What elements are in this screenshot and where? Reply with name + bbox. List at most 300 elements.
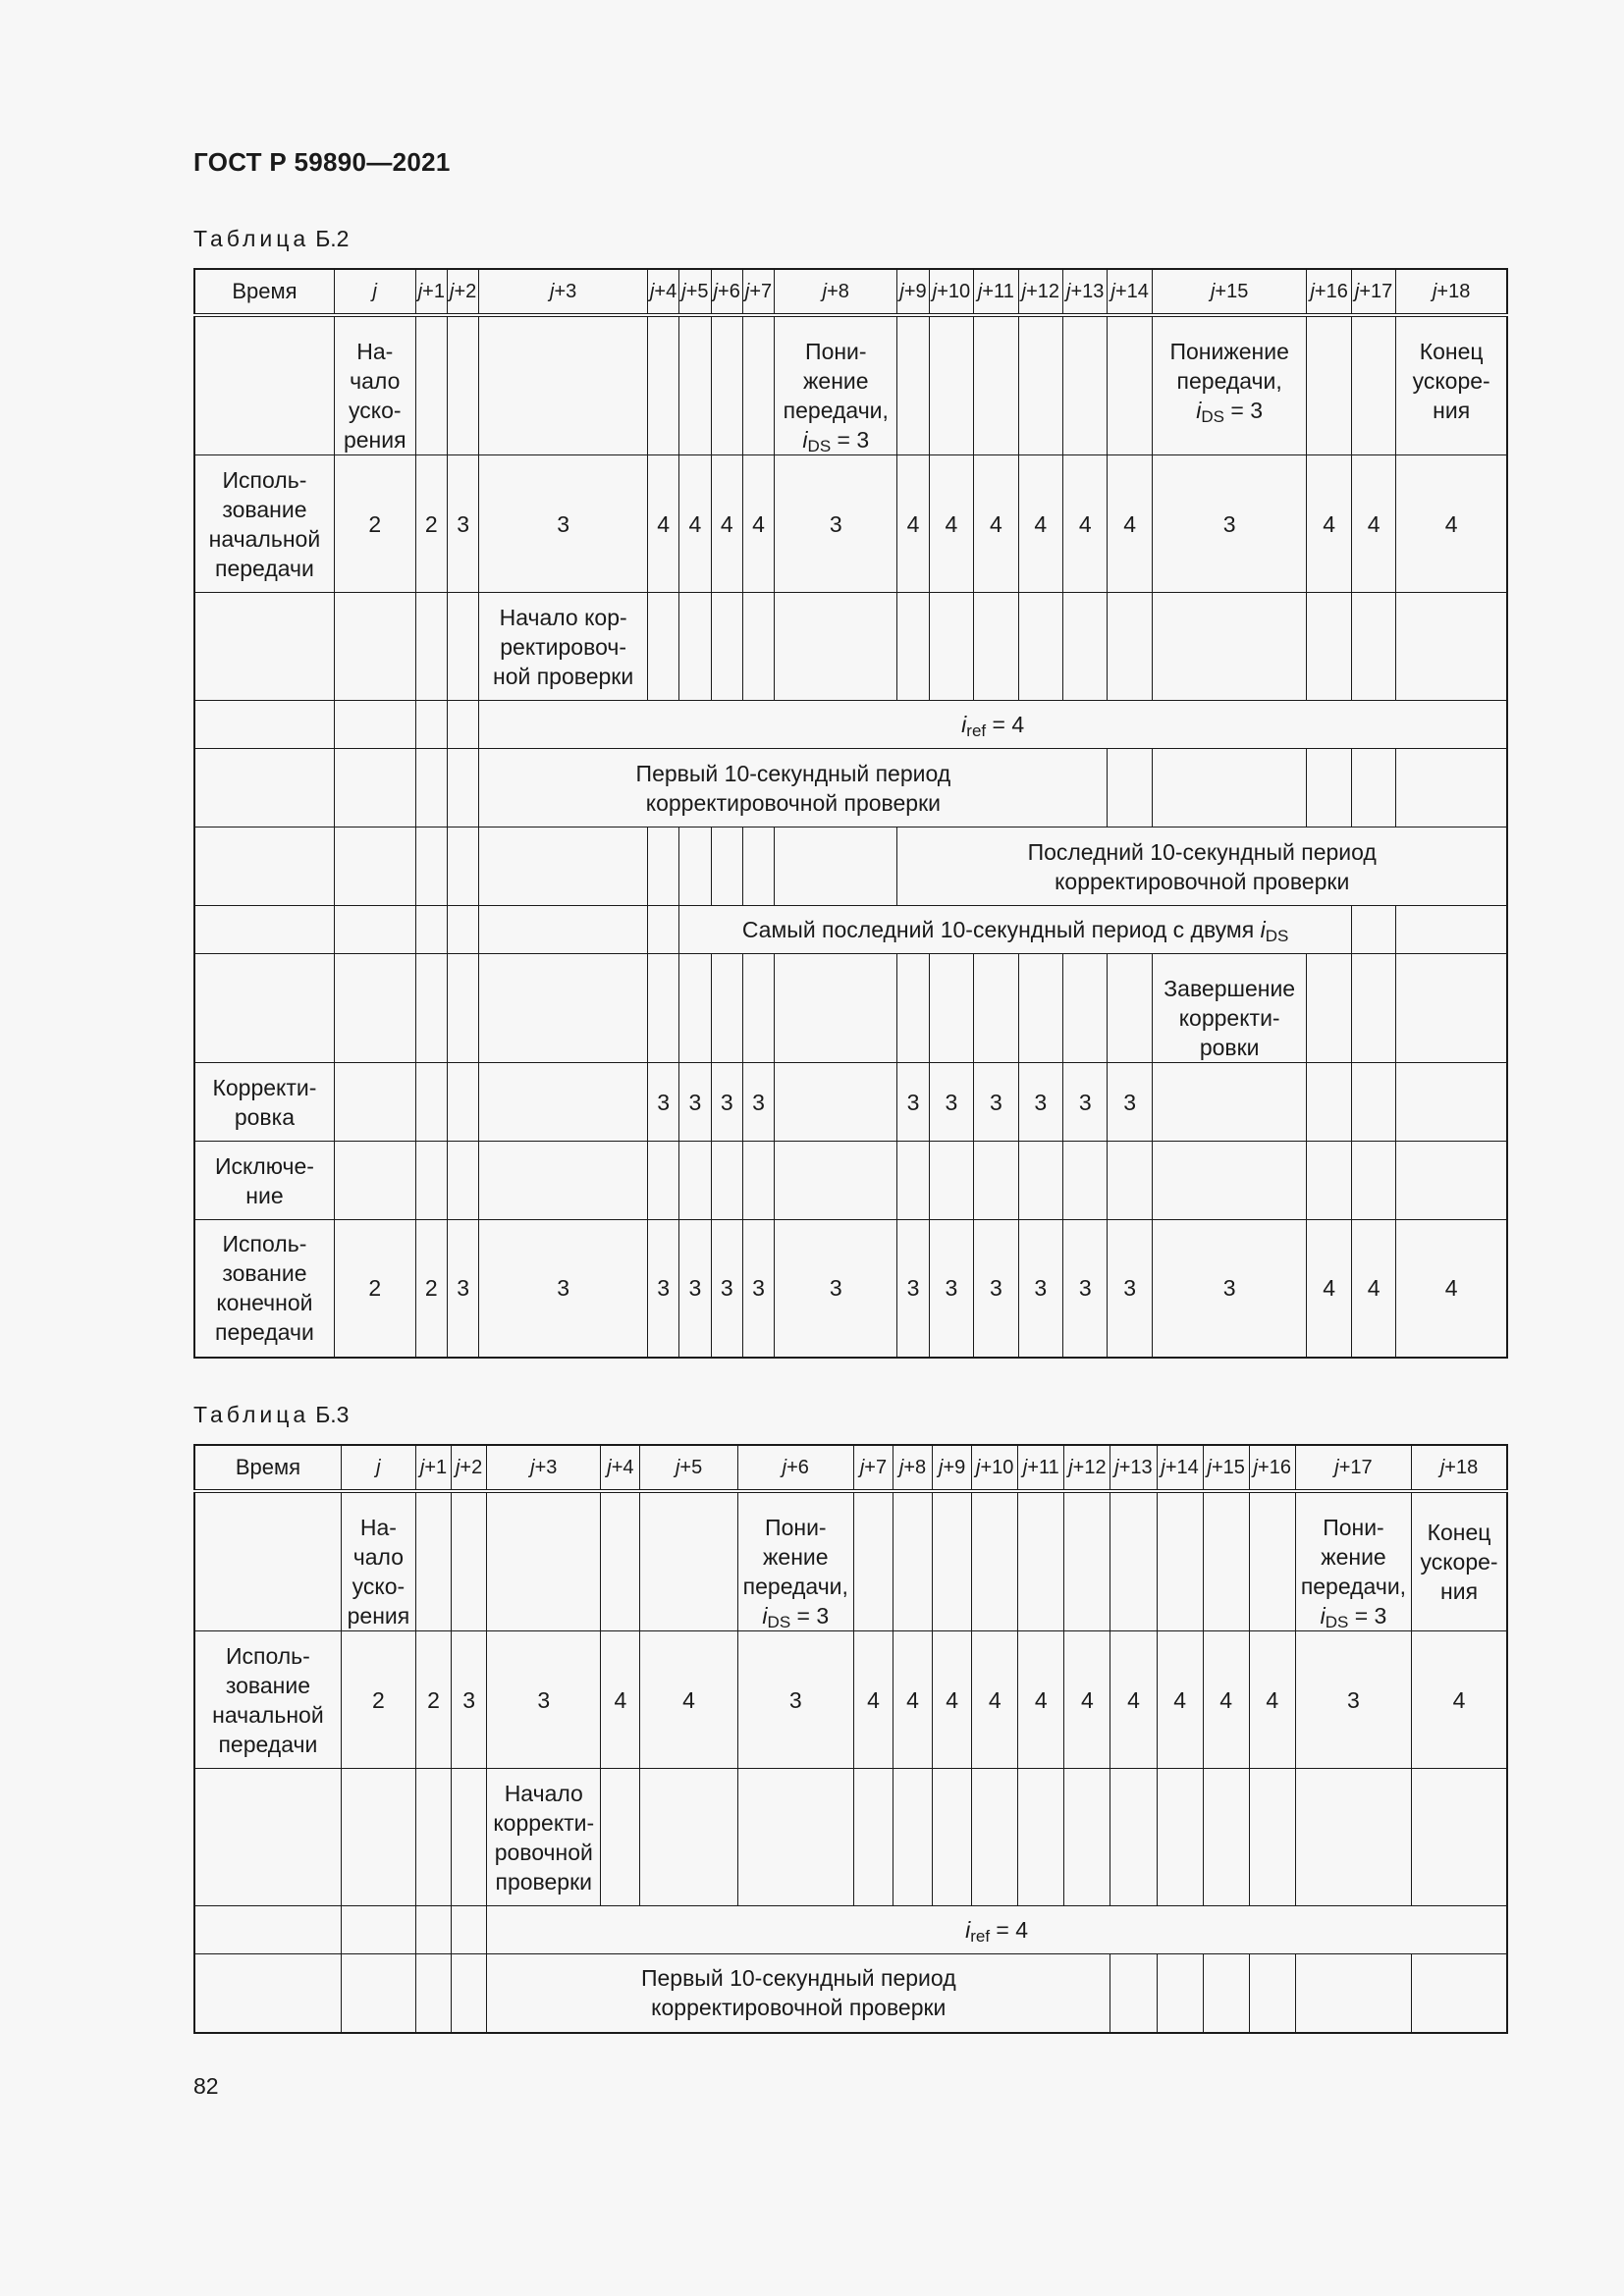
- table-cell: [447, 1142, 478, 1220]
- table-cell: [647, 906, 678, 954]
- table-cell: [479, 906, 648, 954]
- table-cell: [194, 1491, 341, 1631]
- column-header: j+17: [1351, 269, 1395, 315]
- table-cell: Начало кор- ректировоч- ной проверки: [479, 593, 648, 701]
- table-cell: [647, 315, 678, 455]
- table-cell: 2: [341, 1631, 415, 1769]
- table-cell: [742, 828, 774, 906]
- table-cell: 4: [1351, 455, 1395, 593]
- column-header: j: [341, 1445, 415, 1491]
- table-cell: [334, 701, 415, 749]
- table-cell: [972, 1491, 1018, 1631]
- table-cell: [341, 1906, 415, 1954]
- table-cell: [415, 593, 447, 701]
- table-cell: 2: [334, 1220, 415, 1358]
- table-cell: [711, 1142, 742, 1220]
- table-cell: [415, 954, 447, 1063]
- table-cell: 4: [1307, 1220, 1351, 1358]
- table-cell: [194, 315, 334, 455]
- table-row: [194, 1063, 1507, 1142]
- table-cell: 4: [679, 455, 711, 593]
- table-cell: 4: [1018, 1631, 1064, 1769]
- table-cell: Корректи- ровка: [194, 1063, 334, 1142]
- table-cell: [1396, 906, 1507, 954]
- column-header: j+9: [897, 269, 929, 315]
- table-row: [194, 1142, 1507, 1220]
- table-cell: [1152, 1063, 1307, 1142]
- table-cell: 4: [1351, 1220, 1395, 1358]
- table-cell: Исполь- зование начальной передачи: [194, 1631, 341, 1769]
- table-header-row: [194, 269, 1507, 315]
- table-cell: [737, 1769, 853, 1906]
- table-cell: [974, 315, 1018, 455]
- table-cell: [742, 1142, 774, 1220]
- table-cell: 4: [647, 455, 678, 593]
- column-header: j+12: [1018, 269, 1062, 315]
- table-cell: Самый последний 10-секундный период с двумя $i_{DS}$: [679, 906, 1352, 954]
- column-header: j+1: [415, 1445, 451, 1491]
- table-cell: [194, 954, 334, 1063]
- table-cell: [415, 749, 447, 828]
- table-cell: [1152, 749, 1307, 828]
- table-cell: [334, 749, 415, 828]
- table-cell: [447, 906, 478, 954]
- table-cell: 3: [1108, 1063, 1152, 1142]
- table-cell: 3: [452, 1631, 487, 1769]
- table-cell: 3: [447, 1220, 478, 1358]
- table-caption-number: Б.3: [315, 1402, 350, 1427]
- column-header: j+8: [893, 1445, 933, 1491]
- table-cell: 4: [893, 1631, 933, 1769]
- table-b3-caption: [193, 1402, 349, 1428]
- table-cell: [334, 1142, 415, 1220]
- table-cell: [775, 1142, 897, 1220]
- table-cell: [479, 954, 648, 1063]
- table-cell: [647, 954, 678, 1063]
- table-cell: [1203, 1954, 1249, 2033]
- table-cell: [1396, 1063, 1507, 1142]
- table-cell: [194, 1769, 341, 1906]
- table-cell: [853, 1491, 893, 1631]
- table-row: [194, 906, 1507, 954]
- table-cell: 3: [479, 455, 648, 593]
- table-cell: [1063, 954, 1108, 1063]
- table-cell: [1396, 954, 1507, 1063]
- table-cell: [194, 1906, 341, 1954]
- table-cell: 3: [679, 1220, 711, 1358]
- column-header: j+18: [1396, 269, 1507, 315]
- table-cell: [933, 1491, 972, 1631]
- column-header: j+7: [853, 1445, 893, 1491]
- table-row: [194, 954, 1507, 1063]
- table-cell: 3: [742, 1063, 774, 1142]
- table-cell: [1018, 954, 1062, 1063]
- table-cell: $i_{ref} = 4$: [479, 701, 1507, 749]
- table-cell: [415, 701, 447, 749]
- column-header: j+14: [1157, 1445, 1203, 1491]
- table-cell: [1018, 593, 1062, 701]
- table-cell: [487, 1491, 601, 1631]
- table-cell: [447, 701, 478, 749]
- table-cell: [711, 315, 742, 455]
- table-cell: [415, 1954, 451, 2033]
- table-cell: [447, 1063, 478, 1142]
- table-cell: [415, 1063, 447, 1142]
- table-cell: Исполь- зование конечной передачи: [194, 1220, 334, 1358]
- table-cell: 4: [1396, 1220, 1507, 1358]
- table-cell: На- чало уско- рения: [334, 315, 415, 455]
- table-cell: 4: [742, 455, 774, 593]
- table-cell: 4: [1396, 455, 1507, 593]
- table-row: [194, 701, 1507, 749]
- table-cell: [1064, 1769, 1110, 1906]
- column-header: j+17: [1295, 1445, 1411, 1491]
- table-cell: [897, 1142, 929, 1220]
- table-cell: 3: [1108, 1220, 1152, 1358]
- table-cell: 4: [1412, 1631, 1507, 1769]
- table-cell: [897, 954, 929, 1063]
- table-cell: 3: [647, 1063, 678, 1142]
- table-cell: [601, 1769, 640, 1906]
- table-cell: 2: [415, 1631, 451, 1769]
- table-cell: [893, 1491, 933, 1631]
- table-cell: [1307, 954, 1351, 1063]
- table-cell: [1063, 1142, 1108, 1220]
- table-row: [194, 593, 1507, 701]
- table-cell: [1152, 593, 1307, 701]
- column-header: j+1: [415, 269, 447, 315]
- table-cell: [415, 1142, 447, 1220]
- table-cell: Исключе- ние: [194, 1142, 334, 1220]
- table-cell: [1018, 1769, 1064, 1906]
- column-header: Время: [194, 269, 334, 315]
- table-cell: [1351, 315, 1395, 455]
- column-header: j+6: [737, 1445, 853, 1491]
- table-cell: [452, 1769, 487, 1906]
- table-cell: [479, 1142, 648, 1220]
- column-header: j+13: [1110, 1445, 1157, 1491]
- table-cell: [341, 1769, 415, 1906]
- column-header: j+16: [1249, 1445, 1295, 1491]
- table-cell: [647, 593, 678, 701]
- table-cell: Пони- жение передачи, $i_{DS} = 3$: [737, 1491, 853, 1631]
- column-header: j+7: [742, 269, 774, 315]
- table-cell: [452, 1906, 487, 1954]
- document-title: ГОСТ Р 59890—2021: [193, 147, 451, 177]
- table-cell: [447, 315, 478, 455]
- table-cell: 4: [974, 455, 1018, 593]
- table-cell: [1203, 1769, 1249, 1906]
- table-cell: [893, 1769, 933, 1906]
- table-cell: [1307, 1142, 1351, 1220]
- table-cell: 2: [415, 455, 447, 593]
- table-cell: [1108, 954, 1152, 1063]
- table-cell: 3: [447, 455, 478, 593]
- table-cell: [775, 828, 897, 906]
- table-cell: [447, 749, 478, 828]
- table-cell: 3: [679, 1063, 711, 1142]
- column-header: j+5: [640, 1445, 737, 1491]
- table-cell: [679, 828, 711, 906]
- table-cell: [1351, 1142, 1395, 1220]
- table-cell: [640, 1491, 737, 1631]
- table-cell: Исполь- зование начальной передачи: [194, 455, 334, 593]
- table-cell: [415, 1906, 451, 1954]
- table-cell: [1351, 749, 1395, 828]
- table-cell: [334, 593, 415, 701]
- table-cell: 3: [1018, 1063, 1062, 1142]
- table-cell: [1108, 1142, 1152, 1220]
- table-cell: [1064, 1491, 1110, 1631]
- table-cell: Пони- жение передачи, $i_{DS} = 3$: [775, 315, 897, 455]
- table-cell: [601, 1491, 640, 1631]
- column-header: j: [334, 269, 415, 315]
- table-cell: [929, 593, 973, 701]
- table-b3: [193, 1444, 1508, 2034]
- table-row: [194, 749, 1507, 828]
- table-row: [194, 1631, 1507, 1769]
- table-cell: [679, 593, 711, 701]
- table-cell: [897, 593, 929, 701]
- column-header: j+15: [1152, 269, 1307, 315]
- column-header: j+2: [447, 269, 478, 315]
- table-cell: 3: [1152, 1220, 1307, 1358]
- column-header: j+9: [933, 1445, 972, 1491]
- table-cell: [974, 593, 1018, 701]
- table-cell: [415, 906, 447, 954]
- table-cell: [415, 315, 447, 455]
- table-cell: 4: [1063, 455, 1108, 593]
- table-cell: [1203, 1491, 1249, 1631]
- table-cell: [1412, 1769, 1507, 1906]
- table-cell: [1351, 954, 1395, 1063]
- table-cell: 3: [1295, 1631, 1411, 1769]
- table-caption-word: Таблица: [193, 226, 310, 251]
- table-cell: [1108, 749, 1152, 828]
- table-cell: [972, 1769, 1018, 1906]
- table-cell: [679, 315, 711, 455]
- table-cell: 3: [737, 1631, 853, 1769]
- table-cell: 4: [1108, 455, 1152, 593]
- table-cell: Понижение передачи, $i_{DS} = 3$: [1152, 315, 1307, 455]
- table-cell: Пони- жение передачи, $i_{DS} = 3$: [1295, 1491, 1411, 1631]
- table-cell: Конец ускоре- ния: [1412, 1491, 1507, 1631]
- table-cell: Начало корректи- ровочной проверки: [487, 1769, 601, 1906]
- table-row: [194, 455, 1507, 593]
- table-cell: 3: [1063, 1220, 1108, 1358]
- table-cell: 4: [640, 1631, 737, 1769]
- table-cell: [341, 1954, 415, 2033]
- table-cell: [679, 1142, 711, 1220]
- column-header: j+10: [972, 1445, 1018, 1491]
- table-cell: Первый 10-секундный период корректировочной проверки: [487, 1954, 1110, 2033]
- table-cell: 3: [487, 1631, 601, 1769]
- table-cell: [1307, 749, 1351, 828]
- table-cell: [929, 315, 973, 455]
- table-cell: [929, 954, 973, 1063]
- table-cell: 4: [853, 1631, 893, 1769]
- table-row: [194, 828, 1507, 906]
- table-cell: 3: [1018, 1220, 1062, 1358]
- table-cell: 4: [1249, 1631, 1295, 1769]
- table-row: [194, 315, 1507, 455]
- table-cell: 3: [897, 1063, 929, 1142]
- table-cell: [1307, 315, 1351, 455]
- table-cell: 4: [1157, 1631, 1203, 1769]
- table-cell: [775, 1063, 897, 1142]
- table-cell: [1110, 1769, 1157, 1906]
- table-row: [194, 1906, 1507, 1954]
- table-cell: [1157, 1769, 1203, 1906]
- table-cell: [711, 593, 742, 701]
- table-cell: 3: [479, 1220, 648, 1358]
- table-cell: 3: [711, 1063, 742, 1142]
- table-cell: Завершение корректи- ровки: [1152, 954, 1307, 1063]
- table-cell: 2: [334, 455, 415, 593]
- table-cell: [929, 1142, 973, 1220]
- table-caption-number: Б.2: [315, 226, 350, 251]
- table-cell: 4: [1018, 455, 1062, 593]
- table-cell: 2: [415, 1220, 447, 1358]
- column-header: j+2: [452, 1445, 487, 1491]
- table-b2: [193, 268, 1508, 1359]
- table-cell: 4: [972, 1631, 1018, 1769]
- table-cell: [1295, 1769, 1411, 1906]
- table-cell: [194, 749, 334, 828]
- table-cell: [1108, 315, 1152, 455]
- table-cell: [479, 828, 648, 906]
- table-cell: [194, 701, 334, 749]
- column-header: j+10: [929, 269, 973, 315]
- table-cell: 3: [647, 1220, 678, 1358]
- column-header: j+4: [647, 269, 678, 315]
- table-cell: [679, 954, 711, 1063]
- table-cell: [1018, 1142, 1062, 1220]
- table-cell: 4: [1307, 455, 1351, 593]
- table-cell: На- чало уско- рения: [341, 1491, 415, 1631]
- column-header: j+18: [1412, 1445, 1507, 1491]
- column-header: j+16: [1307, 269, 1351, 315]
- table-cell: [1018, 315, 1062, 455]
- table-cell: [447, 954, 478, 1063]
- page-number: 82: [193, 2073, 219, 2099]
- table-cell: 4: [933, 1631, 972, 1769]
- table-cell: Конец ускоре- ния: [1396, 315, 1507, 455]
- table-cell: [1018, 1491, 1064, 1631]
- table-cell: [447, 828, 478, 906]
- table-cell: [1351, 906, 1395, 954]
- table-cell: Последний 10-секундный период корректировочной проверки: [897, 828, 1507, 906]
- table-cell: 4: [711, 455, 742, 593]
- table-cell: [711, 954, 742, 1063]
- table-cell: [742, 315, 774, 455]
- table-row: [194, 1491, 1507, 1631]
- table-cell: [479, 1063, 648, 1142]
- table-cell: [1152, 1142, 1307, 1220]
- table-cell: 3: [775, 1220, 897, 1358]
- table-cell: [1063, 593, 1108, 701]
- table-cell: [933, 1769, 972, 1906]
- table-cell: [974, 1142, 1018, 1220]
- table-row: [194, 1769, 1507, 1906]
- table-cell: [775, 593, 897, 701]
- table-cell: [647, 828, 678, 906]
- table-cell: 4: [1064, 1631, 1110, 1769]
- table-cell: [1351, 1063, 1395, 1142]
- table-cell: 3: [742, 1220, 774, 1358]
- table-cell: 4: [1203, 1631, 1249, 1769]
- table-cell: [334, 954, 415, 1063]
- table-cell: [334, 906, 415, 954]
- table-cell: 3: [929, 1220, 973, 1358]
- table-cell: 4: [897, 455, 929, 593]
- table-cell: [334, 828, 415, 906]
- table-cell: [452, 1954, 487, 2033]
- table-row: [194, 1954, 1507, 2033]
- table-cell: [853, 1769, 893, 1906]
- column-header: j+3: [487, 1445, 601, 1491]
- table-cell: [479, 315, 648, 455]
- table-header-row: [194, 1445, 1507, 1491]
- table-cell: [1249, 1769, 1295, 1906]
- table-cell: [447, 593, 478, 701]
- table-cell: Первый 10-секундный период корректировочной проверки: [479, 749, 1108, 828]
- table-cell: 3: [775, 455, 897, 593]
- table-cell: [194, 906, 334, 954]
- table-cell: [415, 1769, 451, 1906]
- table-cell: [1307, 1063, 1351, 1142]
- table-cell: [1396, 749, 1507, 828]
- table-cell: [415, 1491, 451, 1631]
- column-header: j+15: [1203, 1445, 1249, 1491]
- column-header: j+3: [479, 269, 648, 315]
- table-cell: [415, 828, 447, 906]
- table-b2-caption: [193, 226, 349, 252]
- table-cell: [711, 828, 742, 906]
- table-cell: [1157, 1491, 1203, 1631]
- table-cell: [1110, 1954, 1157, 2033]
- table-cell: 3: [1152, 455, 1307, 593]
- table-caption-word: Таблица: [193, 1402, 310, 1427]
- table-cell: [452, 1491, 487, 1631]
- table-cell: 3: [974, 1220, 1018, 1358]
- table-cell: [640, 1769, 737, 1906]
- table-cell: 4: [929, 455, 973, 593]
- table-cell: [742, 593, 774, 701]
- table-cell: 3: [929, 1063, 973, 1142]
- table-cell: [742, 954, 774, 1063]
- table-cell: [1295, 1954, 1411, 2033]
- column-header: j+6: [711, 269, 742, 315]
- table-cell: [1110, 1491, 1157, 1631]
- table-cell: [1157, 1954, 1203, 2033]
- table-cell: [897, 315, 929, 455]
- column-header: j+11: [1018, 1445, 1064, 1491]
- table-cell: [1396, 593, 1507, 701]
- table-cell: 3: [1063, 1063, 1108, 1142]
- column-header: j+12: [1064, 1445, 1110, 1491]
- table-cell: [1249, 1954, 1295, 2033]
- table-cell: 3: [974, 1063, 1018, 1142]
- column-header: j+4: [601, 1445, 640, 1491]
- table-cell: [1063, 315, 1108, 455]
- table-cell: [1249, 1491, 1295, 1631]
- column-header: j+5: [679, 269, 711, 315]
- column-header: j+13: [1063, 269, 1108, 315]
- table-cell: [1108, 593, 1152, 701]
- column-header: Время: [194, 1445, 341, 1491]
- table-cell: 4: [1110, 1631, 1157, 1769]
